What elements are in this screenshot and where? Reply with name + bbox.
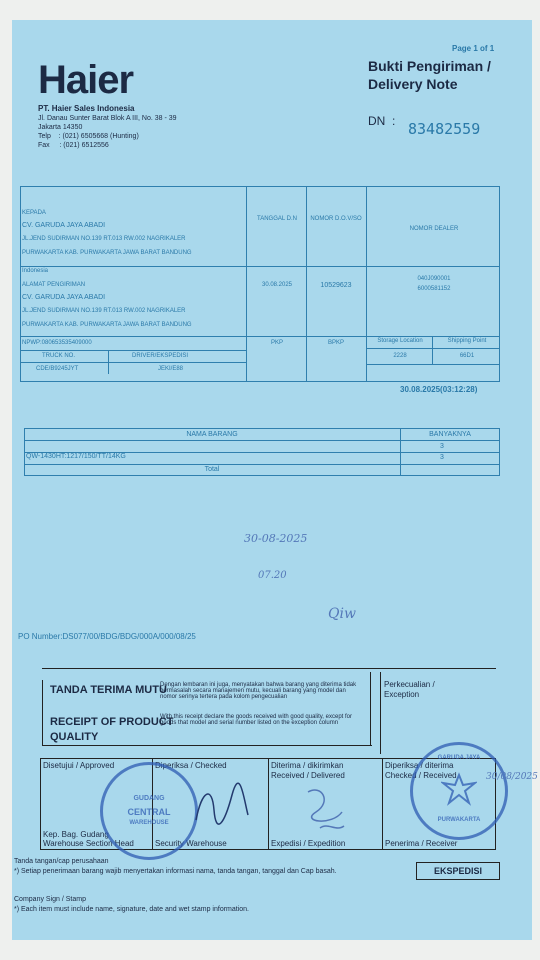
nomor-do-value: 10529623: [320, 282, 352, 289]
copy-label: EKSPEDISI: [433, 866, 482, 876]
ship-to-address-2: PURWAKARTA KAB. PURWAKARTA JAWA BARAT BANDUNG: [22, 322, 192, 328]
pkp-label: PKP: [270, 340, 283, 346]
items-header-name: NAMA BARANG: [186, 431, 238, 438]
company-phone: Telp : (021) 6505668 (Hunting): [38, 133, 139, 140]
warehouse-stamp-line-1: GUDANG: [133, 795, 165, 802]
warehouse-stamp-line-3: WAREHOUSE: [129, 820, 169, 826]
sig-receiver-role: Penerima / Receiver: [385, 839, 458, 848]
footer-note-2-title: Company Sign / Stamp: [14, 896, 86, 903]
sig-approved-role-1: Kep. Bag. Gudang: [43, 830, 109, 839]
exception-label-1: Perkecualian /: [384, 680, 435, 689]
driver-label: DRIVER/EKSPEDISI: [132, 353, 189, 359]
copy-label-box: [416, 862, 500, 880]
handwritten-time: 07.20: [258, 570, 287, 581]
receiver-stamp-top: GARUDA JAYA: [437, 755, 481, 761]
ship-to-name: CV. GARUDA JAYA ABADI: [22, 294, 106, 301]
warehouse-stamp-line-2: CENTRAL: [127, 807, 171, 817]
garuda-emblem-icon: [441, 771, 477, 807]
storage-location-label: Storage Location: [377, 338, 423, 344]
print-timestamp: 30.08.2025(03:12:28): [400, 385, 478, 394]
expedition-signature: [302, 782, 352, 838]
sig-expedition-role: Expedisi / Expedition: [271, 839, 346, 848]
quality-text-id: Dengan lembaran ini juga, menyatakan bahwa barang yang diterima tidak bermasalah secara manajemen mutu, kecuali barang yang model dan nomor serinya tertera pada kolom pengecualian: [160, 682, 357, 700]
tanggal-dn-label: TANGGAL D.N: [256, 216, 297, 222]
footer-note-1: *) Setiap penerimaan barang wajib menyertakan informasi nama, tanda tangan, tanggal dan Cap basah.: [14, 868, 337, 875]
item-qty: 3: [440, 443, 444, 450]
consignee-name: CV. GARUDA JAYA ABADI: [22, 222, 106, 229]
quality-text-en: With this receipt declare the goods received with good quality, except for goods that model and serial number listed on the exception column: [160, 714, 352, 726]
sig-receiver-label-2: Checked / Received: [385, 771, 457, 780]
handwritten-date: 30-08-2025: [244, 532, 308, 545]
page-label: Page 1 of 1: [452, 44, 495, 53]
quality-title-id: TANDA TERIMA MUTU: [50, 684, 167, 696]
sig-checked-role: Security Warehouse: [155, 839, 227, 848]
shipping-point-value: 66D1: [459, 353, 475, 359]
truck-no-value: CDE/B9245JYT: [36, 366, 79, 372]
consignee-label: KEPADA: [22, 210, 46, 216]
po-number: PO Number:DS077/00/BDG/BDG/000A/000/08/25: [18, 632, 196, 641]
sig-received-label-1: Diterima / dikirimkan: [271, 761, 344, 770]
consignee-address-1: JL.JEND SUDIRMAN NO.139 RT.013 RW.002 NAGRIKALER: [22, 236, 186, 242]
doc-title-en: Delivery Note: [368, 76, 458, 92]
company-fax: Fax : (021) 6512556: [38, 142, 109, 149]
sig-checked-label: Diperiksa / Checked: [155, 761, 227, 770]
delivery-note-page: [12, 20, 538, 940]
sig-receiver-label-1: Diperiksa / diterima: [385, 761, 454, 770]
footer-note-2: *) Each item must include name, signature, date and wet stamp information.: [14, 906, 250, 913]
shipping-point-label: Shipping Point: [447, 338, 487, 344]
dn-number: 83482559: [408, 120, 481, 138]
storage-location-value: 2228: [393, 353, 407, 359]
receiver-stamp-bottom: PURWAKARTA: [437, 817, 481, 823]
consignee-address-2: PURWAKARTA KAB. PURWAKARTA JAWA BARAT BANDUNG: [22, 250, 192, 256]
ship-to-address-1: JL.JEND SUDIRMAN NO.139 RT.013 RW.002 NAGRIKALER: [22, 308, 186, 314]
receiver-stamp: [410, 742, 508, 840]
item-name: QW-1430HT:1217/150/TT/14KG: [26, 453, 126, 460]
doc-title-id: Bukti Pengiriman /: [368, 58, 491, 74]
quality-title-en-2: QUALITY: [50, 731, 99, 743]
sig-approved-role-2: Warehouse Section Head: [43, 839, 134, 848]
sig-approved-label: Disetujui / Approved: [43, 761, 115, 770]
warehouse-stamp: [100, 762, 198, 860]
nomor-dealer-label: NOMOR DEALER: [409, 226, 459, 232]
company-address-2: Jakarta 14350: [38, 124, 83, 131]
dn-label: DN :: [368, 114, 396, 128]
company-address-1: Jl. Danau Sunter Barat Blok A III, No. 38 - 39: [38, 115, 177, 122]
ship-to-label: ALAMAT PENGIRIMAN: [22, 282, 86, 288]
nomor-do-label: NOMOR D.O.V/SO: [310, 216, 362, 222]
sig-received-label-2: Received / Delivered: [271, 771, 345, 780]
truck-no-label: TRUCK NO.: [42, 353, 75, 359]
tanggal-dn-value: 30.08.2025: [261, 282, 293, 288]
items-header-qty: BANYAKNYA: [429, 431, 471, 438]
handwritten-initials: Qiw: [328, 606, 356, 622]
security-signature: [192, 780, 252, 830]
npwp: NPWP:080653535409000: [22, 340, 92, 346]
haier-logo: Haier: [38, 58, 134, 102]
bpkp-label: BPKP: [327, 340, 344, 346]
dealer-value-1: 040J090001: [417, 276, 451, 282]
driver-value: JEKI/E88: [158, 366, 184, 372]
quality-title-en-1: RECEIPT OF PRODUCT: [50, 716, 174, 728]
items-total-qty: 3: [440, 454, 444, 461]
consignee-country: Indonesia: [22, 268, 49, 274]
footer-note-1-title: Tanda tangan/cap perusahaan: [14, 858, 109, 865]
side-handwritten-date: 30/08/2025: [486, 772, 538, 782]
exception-label-2: Exception: [384, 690, 420, 699]
company-name: PT. Haier Sales Indonesia: [38, 104, 135, 113]
dealer-value-2: 6000581152: [417, 286, 451, 292]
items-total-label: Total: [204, 466, 220, 473]
